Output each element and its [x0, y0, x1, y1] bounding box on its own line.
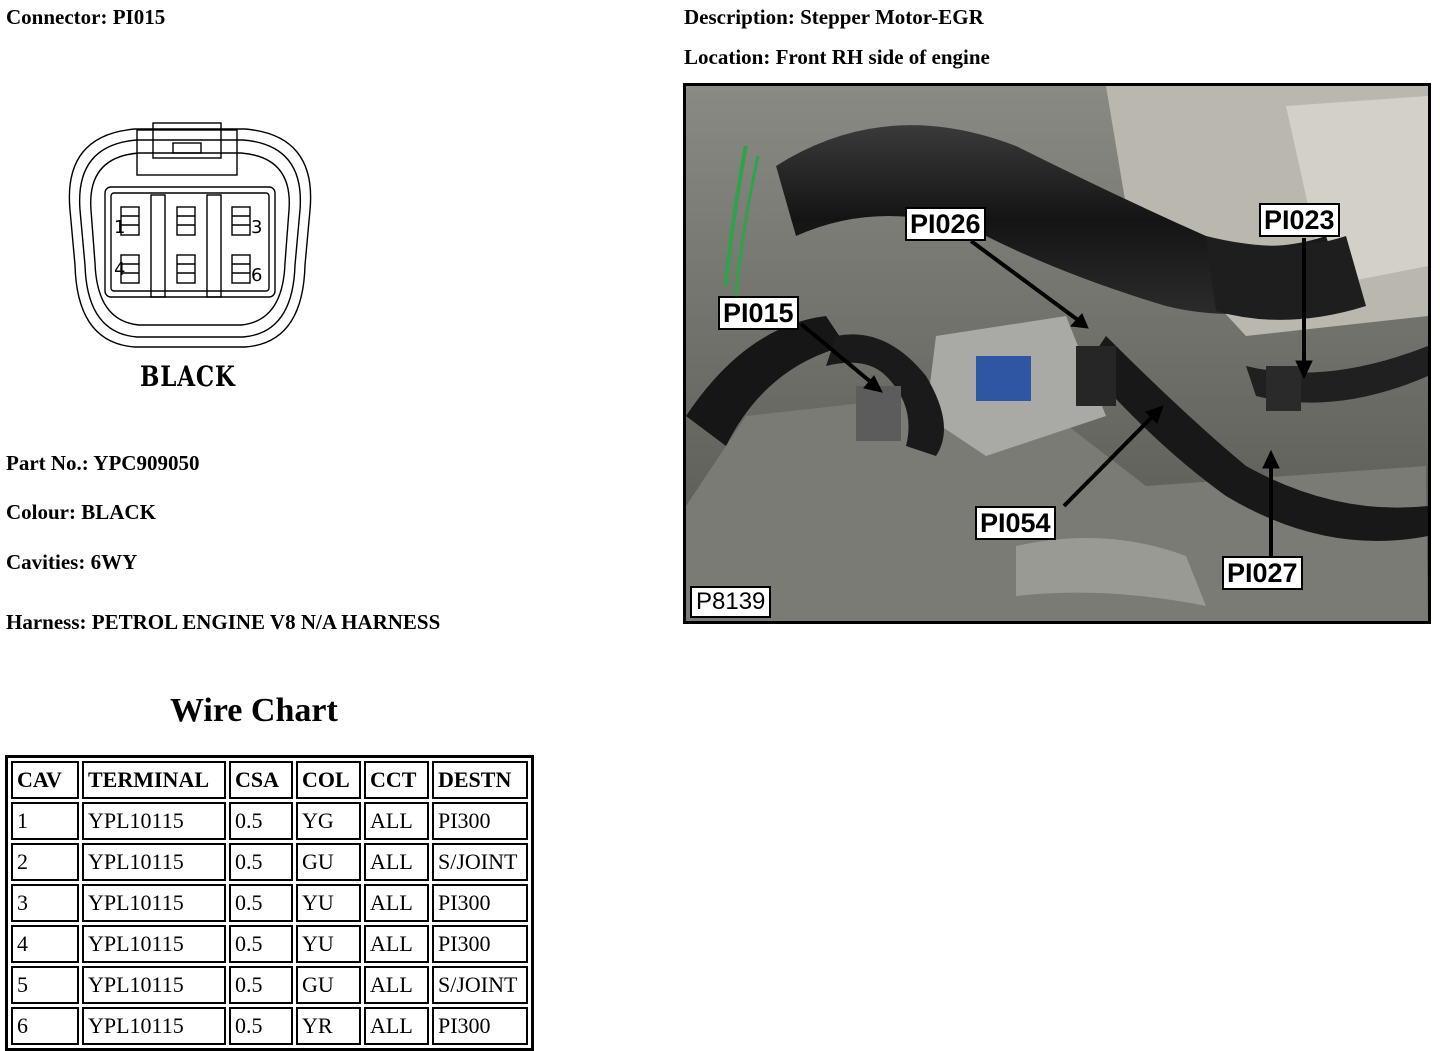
part-no-key: Part No.:	[6, 451, 89, 475]
table-cell: 0.5	[229, 925, 293, 963]
table-cell: YPL10115	[82, 966, 226, 1004]
table-row	[11, 843, 528, 881]
table-cell: YPL10115	[82, 884, 226, 922]
cavities-key: Cavities:	[6, 550, 86, 574]
table-cell: YPL10115	[82, 843, 226, 881]
table-cell: 5	[11, 966, 79, 1004]
table-cell: S/JOINT	[432, 966, 528, 1004]
location-value: Front RH side of engine	[775, 45, 990, 69]
table-cell: YPL10115	[82, 925, 226, 963]
connector-face-diagram	[55, 115, 325, 355]
table-cell: YU	[296, 884, 361, 922]
description-label	[684, 5, 984, 29]
connector-key: Connector:	[6, 5, 108, 29]
location-label	[684, 45, 990, 69]
callout-pi015: PI015	[718, 296, 799, 330]
wire-chart-table	[5, 755, 534, 1051]
table-cell: PI300	[432, 925, 528, 963]
table-cell: YG	[296, 802, 361, 840]
table-cell: ALL	[364, 966, 429, 1004]
pin-label-1: 1	[114, 217, 126, 238]
pin-label-6: 6	[251, 265, 263, 286]
pin-label-3: 3	[251, 217, 263, 238]
engine-photo	[683, 83, 1431, 624]
column-header: CAV	[11, 761, 79, 799]
table-cell: PI300	[432, 884, 528, 922]
pin-label-4: 4	[114, 259, 126, 280]
table-cell: 0.5	[229, 802, 293, 840]
column-header: CSA	[229, 761, 293, 799]
cavities-value: 6WY	[90, 550, 138, 574]
table-cell: 2	[11, 843, 79, 881]
diagram-caption: BLACK	[140, 360, 236, 393]
table-cell: GU	[296, 966, 361, 1004]
description-key: Description:	[684, 5, 795, 29]
table-row	[11, 1007, 528, 1045]
callout-pi054: PI054	[975, 506, 1056, 540]
table-cell: ALL	[364, 802, 429, 840]
table-row	[11, 966, 528, 1004]
table-cell: YPL10115	[82, 802, 226, 840]
table-cell: YR	[296, 1007, 361, 1045]
table-cell: 0.5	[229, 843, 293, 881]
table-cell: ALL	[364, 884, 429, 922]
table-cell: 6	[11, 1007, 79, 1045]
wire-chart-title: Wire Chart	[170, 692, 338, 729]
callout-pi026: PI026	[905, 207, 986, 241]
harness-label	[6, 610, 440, 634]
callout-pi027: PI027	[1222, 556, 1303, 590]
table-cell: 4	[11, 925, 79, 963]
table-cell: 0.5	[229, 966, 293, 1004]
table-cell: ALL	[364, 843, 429, 881]
table-row	[11, 925, 528, 963]
description-value: Stepper Motor-EGR	[800, 5, 984, 29]
engine-photo-illustration	[686, 86, 1428, 621]
table-cell: GU	[296, 843, 361, 881]
colour-value: BLACK	[81, 500, 156, 524]
table-cell: 0.5	[229, 1007, 293, 1045]
photo-id-label: P8139	[690, 586, 771, 618]
table-cell: ALL	[364, 1007, 429, 1045]
column-header: DESTN	[432, 761, 528, 799]
column-header: CCT	[364, 761, 429, 799]
harness-key: Harness:	[6, 610, 87, 634]
part-no-label	[6, 451, 199, 475]
cavities-label	[6, 550, 137, 574]
callout-pi023: PI023	[1259, 203, 1340, 237]
table-cell: 0.5	[229, 884, 293, 922]
harness-value: PETROL ENGINE V8 N/A HARNESS	[91, 610, 441, 634]
table-cell: YU	[296, 925, 361, 963]
table-row	[11, 802, 528, 840]
table-cell: PI300	[432, 1007, 528, 1045]
table-cell: YPL10115	[82, 1007, 226, 1045]
column-header: TERMINAL	[82, 761, 226, 799]
table-cell: ALL	[364, 925, 429, 963]
table-cell: 1	[11, 802, 79, 840]
table-row	[11, 884, 528, 922]
part-no-value: YPC909050	[93, 451, 200, 475]
connector-value: PI015	[112, 5, 166, 29]
table-cell: S/JOINT	[432, 843, 528, 881]
table-cell: PI300	[432, 802, 528, 840]
table-header-row	[11, 761, 528, 799]
connector-label	[6, 5, 165, 29]
colour-key: Colour:	[6, 500, 76, 524]
colour-label	[6, 500, 156, 524]
table-cell: 3	[11, 884, 79, 922]
location-key: Location:	[684, 45, 771, 69]
column-header: COL	[296, 761, 361, 799]
